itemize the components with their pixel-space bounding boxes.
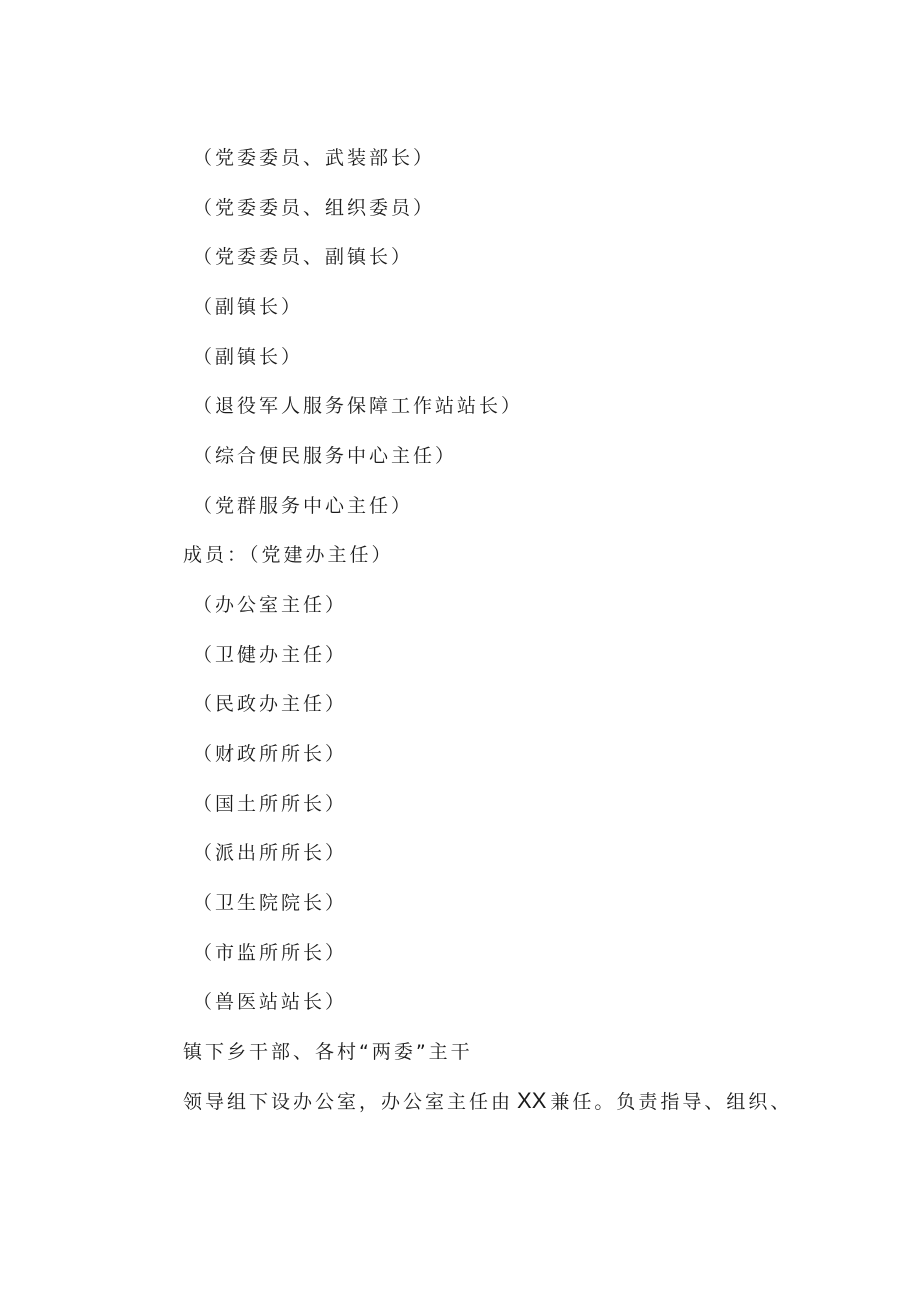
member-line-4: （副镇长） [193, 296, 304, 318]
staff-line-2: （卫健办主任） [193, 644, 348, 666]
staff-line-7: （卫生院院长） [193, 892, 348, 914]
office-line-placeholder: XX [517, 1088, 547, 1113]
staff-line-8: （市监所所长） [193, 942, 348, 964]
member-line-6: （退役军人服务保障工作站站长） [193, 395, 524, 417]
member-line-8: （党群服务中心主任） [193, 495, 414, 517]
office-line-after: 兼任。负责指导、组织、 [550, 1091, 793, 1113]
cadres-line: 镇下乡干部、各村“两委”主干 [183, 1041, 473, 1063]
member-line-7: （综合便民服务中心主任） [193, 445, 458, 467]
office-line-before: 领导组下设办公室，办公室主任由 [183, 1091, 514, 1113]
staff-line-6: （派出所所长） [193, 842, 348, 864]
member-line-1: （党委委员、武装部长） [193, 147, 436, 169]
staff-line-1: （办公室主任） [193, 594, 348, 616]
office-line [183, 1089, 792, 1114]
staff-line-4: （财政所所长） [193, 743, 348, 765]
members-label-line: 成员：（党建办主任） [183, 544, 394, 566]
staff-line-5: （国土所所长） [193, 793, 348, 815]
member-line-2: （党委委员、组织委员） [193, 197, 436, 219]
staff-line-3: （民政办主任） [193, 693, 348, 715]
member-line-3: （党委委员、副镇长） [193, 246, 414, 268]
member-line-5: （副镇长） [193, 346, 304, 368]
staff-line-9: （兽医站站长） [193, 991, 348, 1013]
